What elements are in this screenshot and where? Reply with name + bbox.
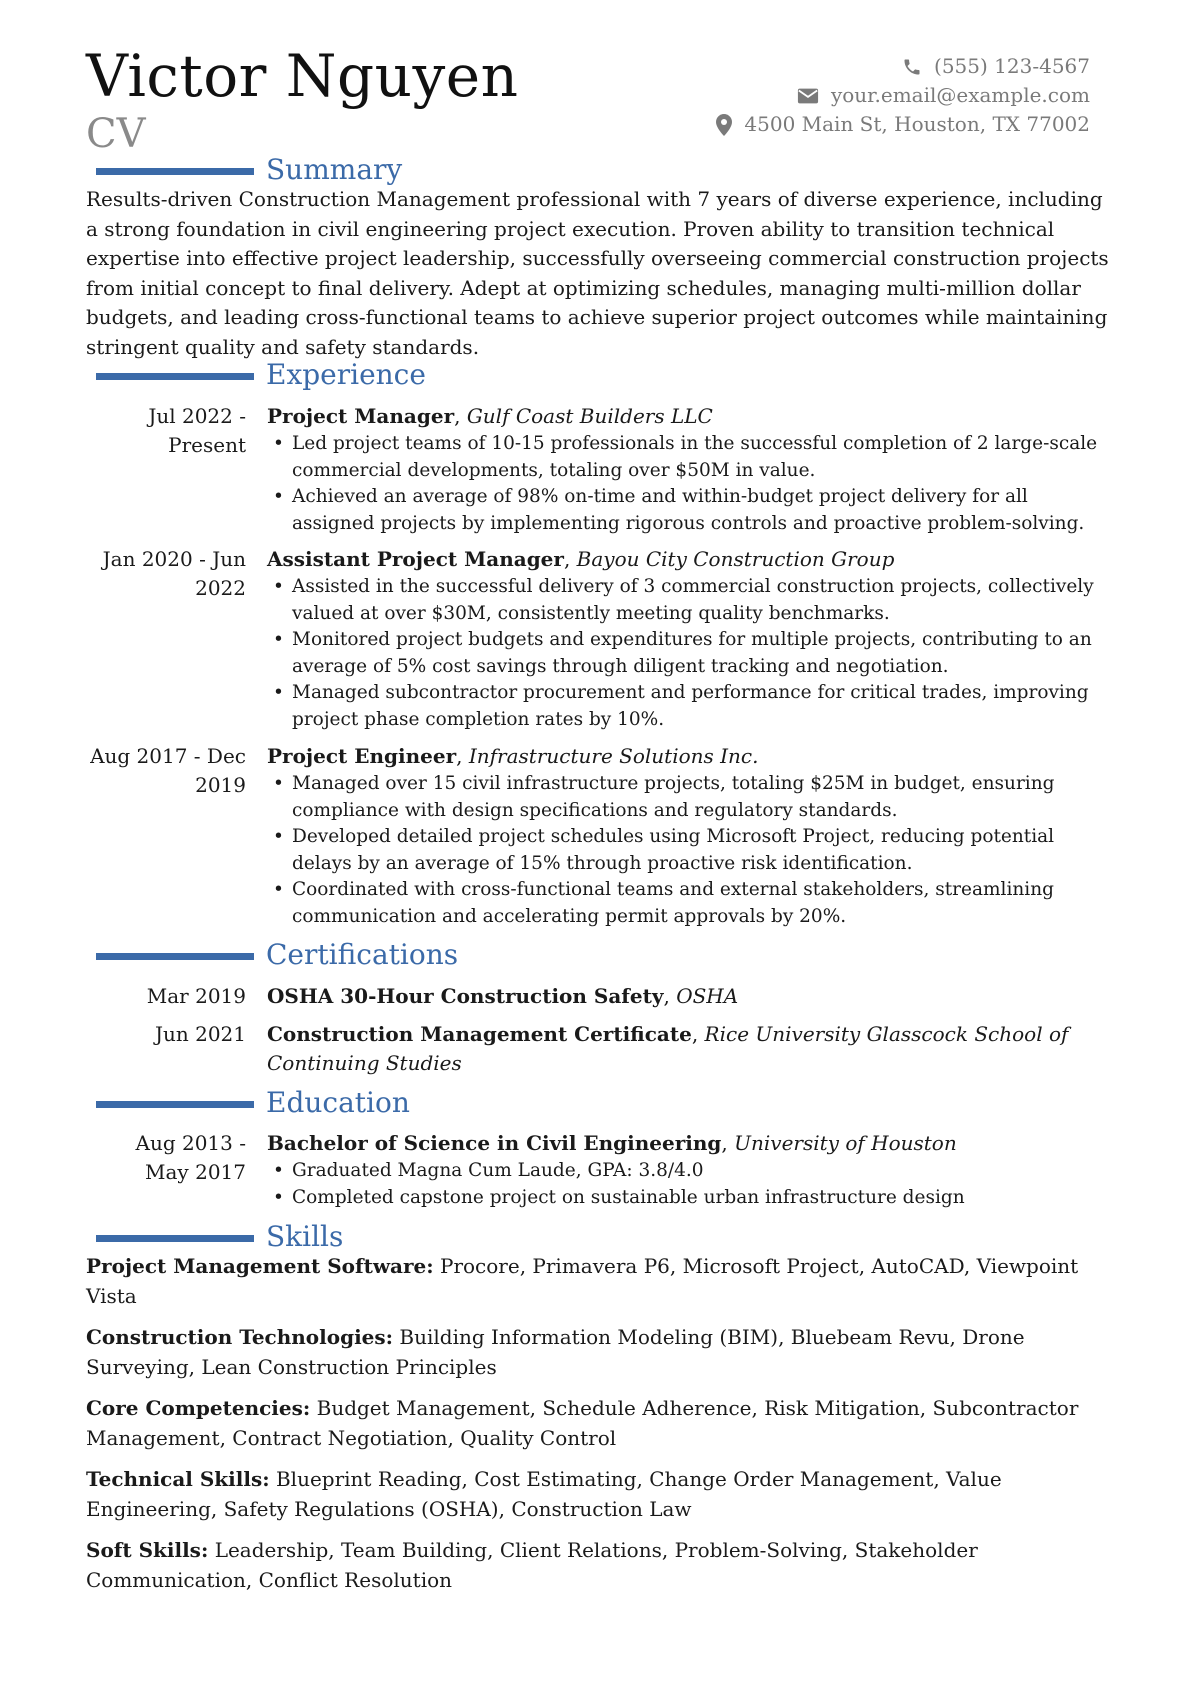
bullet-item: • Graduated Magna Cum Laude, GPA: 3.8/4.0 [267,1158,1107,1185]
entry-title: OSHA 30-Hour Construction Safety, OSHA [267,984,739,1008]
section-bar [96,1101,254,1108]
skill-label: Technical Skills: [86,1467,270,1491]
degree: Bachelor of Science in Civil Engineering [267,1131,722,1155]
employer: Bayou City Construction Group [576,547,895,571]
section-bar [96,168,254,175]
entry-dates: Jul 2022 - Present [148,404,246,457]
section-title: Certifications [266,938,459,971]
bullet-item: • Developed detailed project schedules using Microsoft Project, reducing potential delays by an average of 15% through proactive risk identification. [267,824,1107,877]
phone-number: (555) 123-4567 [934,54,1090,78]
bullet-item: • Monitored project budgets and expenditures for multiple projects, contributing to an average of 5% cost savings through diligent tracking and negotiation. [267,627,1107,680]
bullet-item: • Led project teams of 10-15 professionals in the successful completion of 2 large-scale commercial developments, totaling over $50M in value. [267,431,1107,484]
entry-date: Jun 2021 [154,1022,246,1046]
skill-value: Building Information Modeling (BIM), Bluebeam Revu, Drone Surveying, Lean Construction Principles [86,1325,1025,1379]
entry-dates: Aug 2017 - Dec 2019 [90,744,246,797]
entry-dates: Jan 2020 - Jun 2022 [102,547,246,600]
school: University of Houston [734,1131,957,1155]
job-title: Project Engineer [267,744,457,768]
skill-label: Soft Skills: [86,1538,209,1562]
section-title: Experience [266,358,426,391]
section-bar [96,1235,254,1242]
phone-icon [902,57,922,77]
contact-phone[interactable] [716,52,1090,81]
document-subtitle: CV [86,111,146,157]
skill-row [86,1252,1116,1311]
section-header-summary [96,155,1106,189]
certification-issuer: Rice University Glasscock School of Continuing Studies [267,1022,1069,1075]
skill-value: Budget Management, Schedule Adherence, Risk Mitigation, Subcontractor Management, Contract Negotiation, Quality Control [86,1396,1079,1450]
section-header-skills [96,1222,1106,1256]
bullet-item: • Managed over 15 civil infrastructure projects, totaling $25M in budget, ensuring compliance with design specifications and regulatory standards. [267,771,1107,824]
skill-row [86,1323,1116,1382]
entry-title: Bachelor of Science in Civil Engineering, University of Houston [267,1131,957,1155]
section-header-experience [96,360,1106,394]
map-pin-icon [716,114,732,136]
skill-value: Blueprint Reading, Cost Estimating, Change Order Management, Value Engineering, Safety Regulations (OSHA), Construction Law [86,1467,1002,1521]
skill-value: Leadership, Team Building, Client Relations, Problem-Solving, Stakeholder Communication, Conflict Resolution [86,1538,978,1592]
section-header-education [96,1088,1106,1122]
bullet-item: • Completed capstone project on sustainable urban infrastructure design [267,1185,1107,1212]
section-bar [96,373,254,380]
candidate-name: Victor Nguyen [86,42,519,110]
entry-bullets [267,1158,1107,1211]
contact-block [716,52,1090,139]
section-title: Skills [266,1220,344,1253]
contact-address [716,110,1090,139]
employer: Infrastructure Solutions Inc. [468,744,759,768]
skill-label: Construction Technologies: [86,1325,394,1349]
certification-issuer: OSHA [676,984,739,1008]
street-address: 4500 Main St, Houston, TX 77002 [744,112,1090,136]
contact-email[interactable] [716,81,1090,110]
section-title: Summary [266,153,403,186]
entry-dates: Aug 2013 - May 2017 [135,1131,246,1184]
entry-title: Construction Management Certificate, Rice University Glasscock School of Continuing Studies [267,1022,1069,1075]
entry-bullets [267,574,1107,733]
bullet-item: • Managed subcontractor procurement and performance for critical trades, improving project phase completion rates by 10%. [267,680,1107,733]
entry-title: Project Engineer, Infrastructure Solutions Inc. [267,744,759,768]
section-header-certifications [96,940,1106,974]
bullet-item: • Achieved an average of 98% on-time and within-budget project delivery for all assigned projects by implementing rigorous controls and proactive problem-solving. [267,484,1107,537]
section-bar [96,953,254,960]
section-title: Education [266,1086,410,1119]
bullet-item: • Assisted in the successful delivery of 3 commercial construction projects, collectively valued at over $30M, consistently meeting quality benchmarks. [267,574,1107,627]
employer: Gulf Coast Builders LLC [466,404,713,428]
skill-label: Project Management Software: [86,1254,434,1278]
skill-value: Procore, Primavera P6, Microsoft Project, AutoCAD, Viewpoint Vista [86,1254,1079,1308]
bullet-item: • Coordinated with cross-functional teams and external stakeholders, streamlining communication and accelerating permit approvals by 20%. [267,877,1107,930]
certification-name: Construction Management Certificate [267,1022,692,1046]
entry-bullets [267,771,1107,930]
envelope-icon [797,87,819,105]
entry-bullets [267,431,1107,537]
entry-title: Project Manager, Gulf Coast Builders LLC [267,404,713,428]
entry-title: Assistant Project Manager, Bayou City Construction Group [267,547,895,571]
summary-text: Results-driven Construction Management professional with 7 years of diverse experience, including a strong foundation in civil engineering project execution. Proven ability to transition technical expertise into effective project leadership, successfully overseeing commercial construction projects from initial concept to final delivery. Adept at optimizing schedules, managing multi-million dollar budgets, and leading cross-functional teams to achieve superior project outcomes while maintaining stringent quality and safety standards. [86,187,1109,359]
job-title: Project Manager [267,404,455,428]
entry-date: Mar 2019 [146,984,246,1008]
skill-row [86,1394,1116,1453]
skill-label: Core Competencies: [86,1396,311,1420]
skill-row [86,1536,1116,1595]
certification-name: OSHA 30-Hour Construction Safety [267,984,664,1008]
email-address: your.email@example.com [830,83,1090,107]
skill-row [86,1465,1116,1524]
job-title: Assistant Project Manager [267,547,564,571]
